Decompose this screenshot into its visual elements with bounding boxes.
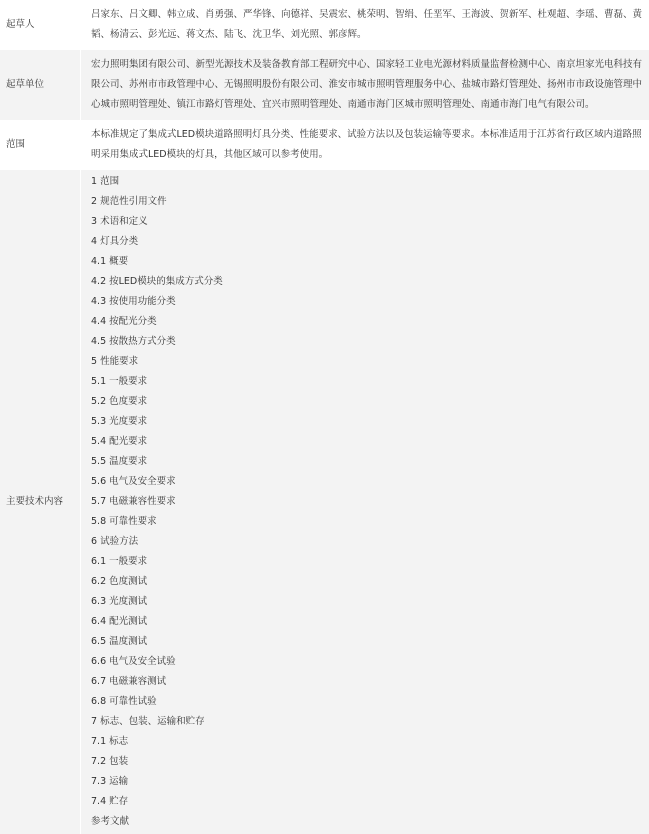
toc-item: 6.4 配光测试 [91, 612, 643, 632]
toc-item: 4.1 概要 [91, 252, 643, 272]
toc-item: 5 性能要求 [91, 352, 643, 372]
toc-item: 7.3 运输 [91, 772, 643, 792]
drafters-value: 吕家东、吕文卿、韩立成、肖勇强、严华锋、向德祥、吴震宏、桃荣明、智绢、任垩军、王海波、贺新军、杜观超、李瑶、曹磊、黄韬、杨清云、彭光远、蒋文杰、陆飞、沈卫华、刘光照、郭彦辉。 [81, 0, 649, 50]
row-drafters [0, 0, 649, 50]
toc-item: 5.4 配光要求 [91, 432, 643, 452]
row-main-contents [0, 170, 649, 834]
toc-item: 5.6 电气及安全要求 [91, 472, 643, 492]
drafting-units-value: 宏力照明集团有限公司、新型光源技术及装备教育部工程研究中心、国家轻工业电光源材料质量监督检测中心、南京坦家光电科技有限公司、苏州市市政管理中心、无锡照明股份有限公司、淮安市城市照明管理服务中心、盐城市路灯管理处、扬州市市政设施管理中心城市照明管理处、镇江市路灯管理处、宜兴市照明管理处、南通市海门区城市照明管理处、南通市海门电气有限公司。 [81, 50, 649, 120]
toc-item: 6.8 可靠性试验 [91, 692, 643, 712]
toc-item: 参考文献 [91, 812, 643, 832]
drafters-label: 起草人 [0, 0, 81, 50]
toc-item: 7.1 标志 [91, 732, 643, 752]
toc-item: 6.5 温度测试 [91, 632, 643, 652]
toc-item: 6.2 色度测试 [91, 572, 643, 592]
toc-item: 5.8 可靠性要求 [91, 512, 643, 532]
toc-item: 6.3 光度测试 [91, 592, 643, 612]
toc-item: 5.1 一般要求 [91, 372, 643, 392]
toc-item: 5.5 温度要求 [91, 452, 643, 472]
toc-item: 4 灯具分类 [91, 232, 643, 252]
toc-item: 2 规范性引用文件 [91, 192, 643, 212]
toc-item: 6.1 一般要求 [91, 552, 643, 572]
toc-item: 4.3 按使用功能分类 [91, 292, 643, 312]
scope-value: 本标准规定了集成式LED模块道路照明灯具分类、性能要求、试验方法以及包装运输等要求。本标准适用于江苏省行政区域内道路照明采用集成式LED模块的灯具，其他区域可以参考使用。 [81, 120, 649, 170]
toc-item: 7 标志、包装、运输和贮存 [91, 712, 643, 732]
drafting-units-label: 起草单位 [0, 50, 81, 120]
row-drafting-units [0, 50, 649, 120]
toc-item: 3 术语和定义 [91, 212, 643, 232]
toc-item: 6.6 电气及安全试验 [91, 652, 643, 672]
row-scope [0, 120, 649, 170]
toc-item: 6 试验方法 [91, 532, 643, 552]
toc-list [91, 172, 643, 832]
toc-item: 5.3 光度要求 [91, 412, 643, 432]
scope-label: 范围 [0, 120, 81, 170]
toc-item: 5.7 电磁兼容性要求 [91, 492, 643, 512]
toc-item: 6.7 电磁兼容测试 [91, 672, 643, 692]
toc-item: 4.4 按配光分类 [91, 312, 643, 332]
toc-item: 5.2 色度要求 [91, 392, 643, 412]
toc-item: 7.2 包装 [91, 752, 643, 772]
toc-item: 1 范围 [91, 172, 643, 192]
contents-value [81, 170, 649, 834]
toc-item: 7.4 贮存 [91, 792, 643, 812]
contents-label: 主要技术内容 [0, 170, 81, 834]
toc-item: 4.2 按LED模块的集成方式分类 [91, 272, 643, 292]
toc-item: 4.5 按散热方式分类 [91, 332, 643, 352]
